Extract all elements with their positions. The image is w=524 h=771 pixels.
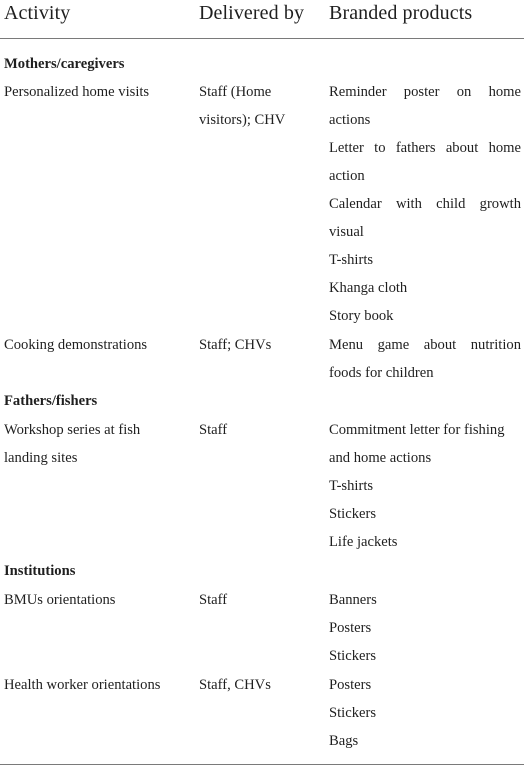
delivered-by-text: Staff xyxy=(199,592,228,608)
product-text: foods for children xyxy=(329,365,434,381)
header-delivered-by: Delivered by xyxy=(199,2,305,24)
activity-cell xyxy=(4,416,194,472)
product-text: actions xyxy=(329,112,371,128)
product-text: Stickers xyxy=(329,506,377,522)
product-text: Stickers xyxy=(329,648,377,664)
delivered-by-cell xyxy=(199,78,324,134)
product-text: Calendar with child growth xyxy=(329,196,521,212)
header-branded-products: Branded products xyxy=(329,2,473,24)
product-text: Posters xyxy=(329,620,372,636)
section-title-fathers: Fathers/fishers xyxy=(4,393,98,409)
section-title-institutions: Institutions xyxy=(4,563,76,579)
header-activity: Activity xyxy=(4,2,71,24)
products-cell xyxy=(329,416,521,556)
header-rule xyxy=(0,38,524,39)
activity-cell xyxy=(4,586,194,614)
product-text: visual xyxy=(329,224,364,240)
delivered-by-cell xyxy=(199,416,324,444)
activity-cell xyxy=(4,671,194,699)
product-text: Story book xyxy=(329,308,394,324)
activity-text: BMUs orientations xyxy=(4,592,116,608)
activity-text: landing sites xyxy=(4,450,78,466)
delivered-by-cell xyxy=(199,331,324,359)
product-text: Menu game about nutrition xyxy=(329,337,521,353)
product-text: Stickers xyxy=(329,705,377,721)
activity-text: Health worker orientations xyxy=(4,677,161,693)
delivered-by-text: Staff (Home xyxy=(199,84,272,100)
product-text: Khanga cloth xyxy=(329,280,408,296)
delivered-by-text: Staff xyxy=(199,422,228,438)
delivered-by-cell xyxy=(199,586,324,614)
activity-cell xyxy=(4,78,194,106)
activity-cell xyxy=(4,331,194,359)
product-text: Bags xyxy=(329,733,359,749)
section-title-mothers: Mothers/caregivers xyxy=(4,56,125,72)
product-text: Reminder poster on home xyxy=(329,84,521,100)
product-text: T-shirts xyxy=(329,478,374,494)
delivered-by-cell xyxy=(199,671,324,699)
activity-text: Cooking demonstrations xyxy=(4,337,148,353)
activity-text: Workshop series at fish xyxy=(4,422,141,438)
delivered-by-text: Staff; CHVs xyxy=(199,337,272,353)
products-cell xyxy=(329,78,521,330)
product-text: and home actions xyxy=(329,450,432,466)
products-cell xyxy=(329,331,521,387)
delivered-by-text: visitors); CHV xyxy=(199,112,286,128)
delivered-by-text: Staff, CHVs xyxy=(199,677,271,693)
activity-text: Personalized home visits xyxy=(4,84,150,100)
product-text: action xyxy=(329,168,365,184)
product-text: Banners xyxy=(329,592,377,608)
products-cell xyxy=(329,671,521,755)
footer-rule xyxy=(0,764,524,765)
product-text: Commitment letter for fishing xyxy=(329,422,505,438)
product-text: Posters xyxy=(329,677,372,693)
product-text: Letter to fathers about home xyxy=(329,140,521,156)
product-text: T-shirts xyxy=(329,252,374,268)
product-text: Life jackets xyxy=(329,534,398,550)
products-cell xyxy=(329,586,521,670)
